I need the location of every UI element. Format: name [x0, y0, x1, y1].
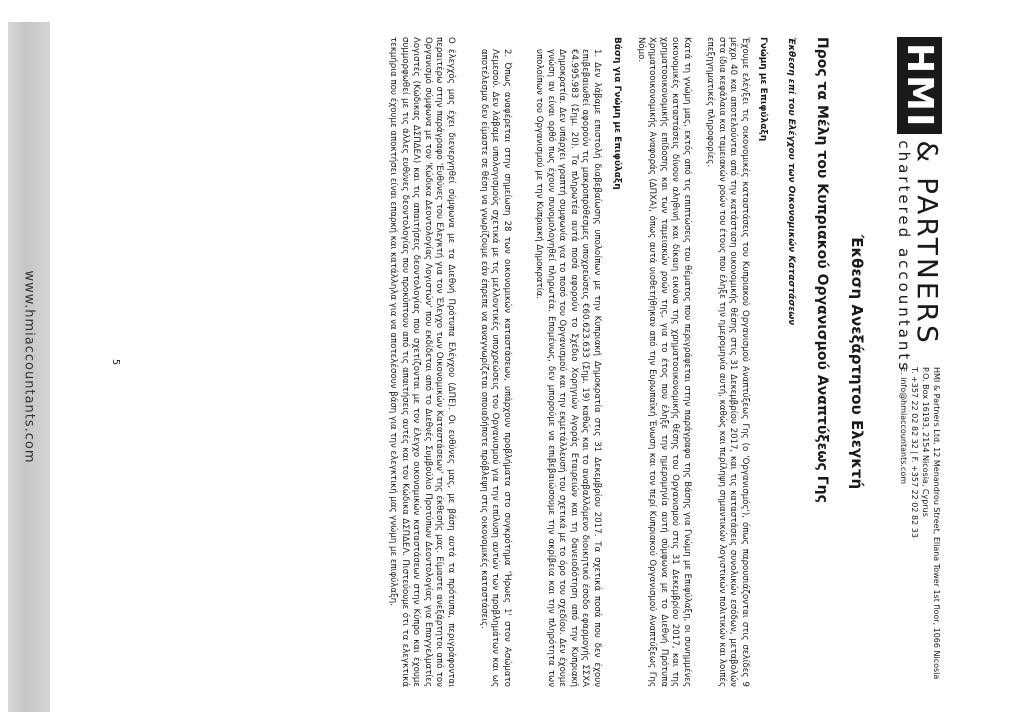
website-url: www.hmiaccountants.com	[21, 270, 37, 464]
page-number: 5	[110, 358, 121, 366]
paragraph-basis-1: 1. Δεν λάβαμε επιστολή διαβεβαίωσης υπολοίπων με την Κυπριακή Δημοκρατία στις 31 Δεκεμβρίου 2017. Τα σχετικά ποσά που δεν έχουν επιβεβαιωθεί αφορούν τις μακροπρόθεσμες υποχρεώσεις €60.623.633 (Σημ. 19) καθώς και το αναβαλλόμενο διοικητικό έσοδο εφαρμογής ΣΣΧΑ €4.995.983 (Σημ. 20). Τα πληρωτέα αυτά ποσά αφορούν το Σχέδιο Χορηγιών Αγοράς Εταιρειών και τη δανειοδότηση από την Κυπριακή Δημοκρατία. Δεν υπάρχει γραπτή συμφωνία για το ποσό του Οργανισμού και την εκμετάλλευσή του σχετικά με το όρο του σχεδίου. Δεν έχουμε γνώση αν είναι ορθό πως έχουν συνομολογηθεί πληρωτέα. Επομένως, δεν μπορούμε να επιβεβαιώσουμε την ακρίβεια και την πληρότητα των υπολοίπων του Οργανισμού με την Κυπριακή Δημοκρατία.	[534, 49, 602, 687]
opinion-heading: Γνώμη με Επιφύλαξη	[758, 37, 768, 142]
logo-partners: & PARTNERS	[911, 140, 944, 346]
address-line: E. info@hmiaccountants.com	[899, 367, 908, 485]
logo-subtitle: chartered accountants	[895, 140, 913, 374]
firm-logo	[895, 37, 944, 373]
paragraph-basis-standards: Ο έλεγχός μας έχει διενεργηθεί σύμφωνα με τα Διεθνή Πρότυπα Ελέγχου (ΔΠΕ). Οι ευθύνες μας, με βάση αυτά τα πρότυπα, περιγράφονται περαιτέρω στην παράγραφο 'Ευθύνες του Ελεγκτή για τον Έλεγχο των Οικονομικών Καταστάσεων' της έκθεσής μας. Είμαστε ανεξάρτητοι από τον Οργανισμό σύμφωνα με τον 'Κώδικα Δεοντολογίας Λογιστών' που εκδίδεται από το Διεθνές Συμβούλιο Προτύπων Δεοντολογίας για Επαγγελματίες Λογιστές (Κώδικας ΔΣΠΔΕΛ) και τις απαιτήσεις δεοντολογίας που σχετίζονται με τον έλεγχο οικονομικών καταστάσεων στην Κύπρο και έχουμε συμμορφωθεί με τις άλλες ευθύνες δεοντολογίας που προκύπτουν από τις απαιτήσεις αυτές και τον Κώδικα ΔΣΠΔΕΛ. Πιστεύουμε ότι τα ελεγκτικά τεκμήρια που έχουμε αποκτήσει είναι επαρκή και κατάλληλα για να αποτελέσουν βάση για την ελεγκτική μας γνώμη με επιφύλαξη.	[388, 37, 456, 687]
address-line: P.O. Box 16193, 2154 Nicosia, Cyprus	[921, 367, 930, 517]
rotated-document	[84, 17, 964, 707]
report-subheading: Έκθεση επί του Ελέγχου των Οικονομικών Καταστάσεων	[786, 37, 796, 326]
paragraph-opinion-scope: Έχουμε ελέγξει τις οικονομικές καταστάσεις του Κυπριακού Οργανισμού Αναπτύξεως Γης (ο 'Οργανισμός'), όπως παρουσιάζονται στις σελίδες 9 μέχρι 40 και αποτελούνται από την κατάσταση οικονομικής θέσης στις 31 Δεκεμβρίου 2017, και τις καταστάσεις συνολικών εσόδων, μεταβολών στα ίδια κεφάλαια και ταμειακών ροών του έτους που έληξε την ημερομηνία αυτή, καθώς και περίληψη σημαντικών λογιστικών πολιτικών και λοιπές επεξηγηματικές πληροφορίες.	[705, 37, 750, 687]
report-title: Έκθεση Ανεξάρτητου Ελεγκτή	[848, 234, 866, 490]
firm-address	[898, 367, 942, 687]
address-line: T. +357 22 02 82 32 | F. +357 22 02 82 33	[910, 367, 919, 538]
address-line: HMI & Partners Ltd, 12 Menandrou Street, Eliana Tower 1st floor, 1066 Nicosia	[932, 367, 941, 680]
report-heading: Προς τα Μέλη του Κυπριακού Οργανισμού Αναπτύξεως Γης	[814, 37, 830, 503]
logo-mark: HMI	[897, 37, 942, 134]
basis-heading: Βάση για Γνώμη με Επιφύλαξη	[612, 37, 622, 190]
paragraph-basis-2: 2. Όπως αναφέρεται στην σημείωση 28 των οικονομικών καταστάσεων, υπάρχουν προβλήματα στο συγκρότημα 'Ήρωες 1' στον Ασώματο Λεμεσού. Δεν λάβαμε υπολογισμούς σχετικά με τις μελλοντικές υποχρεώσεις του Οργανισμού για την επίλυση αυτών των προβλημάτων και ως αποτέλεσμα δεν είμαστε σε θέση να γνωρίζουμε εάν έπρεπε να αναγνωρίζεται οποιαδήποτε πρόβλεψη στις οικονομικές καταστάσεις.	[479, 49, 512, 687]
paragraph-opinion: Κατά τη γνώμη μας, εκτός από τις επιπτώσεις του θέματος που περιγράφεται στην παράγραφο της Βάσης για Γνώμη με Επιφύλαξη, οι συνημμένες οικονομικές καταστάσεις δίνουν αληθινή και δίκαιη εικόνα της χρηματοοικονομικής θέσης του Οργανισμού στις 31 Δεκεμβρίου 2017, και της χρηματοοικονομικής επίδοσης και των ταμειακών ροών της, για το έτος που έληξε την ημερομηνία αυτή σύμφωνα με το Διεθνή Πρότυπα Χρηματοοικονομικής Αναφοράς (ΔΠΧΑ), όπως αυτά υιοθετήθηκαν από την Ευρωπαϊκή Ένωση και τον περί Κυπριακού Οργανισμού Αναπτύξεως Γης Νόμο.	[636, 37, 692, 687]
